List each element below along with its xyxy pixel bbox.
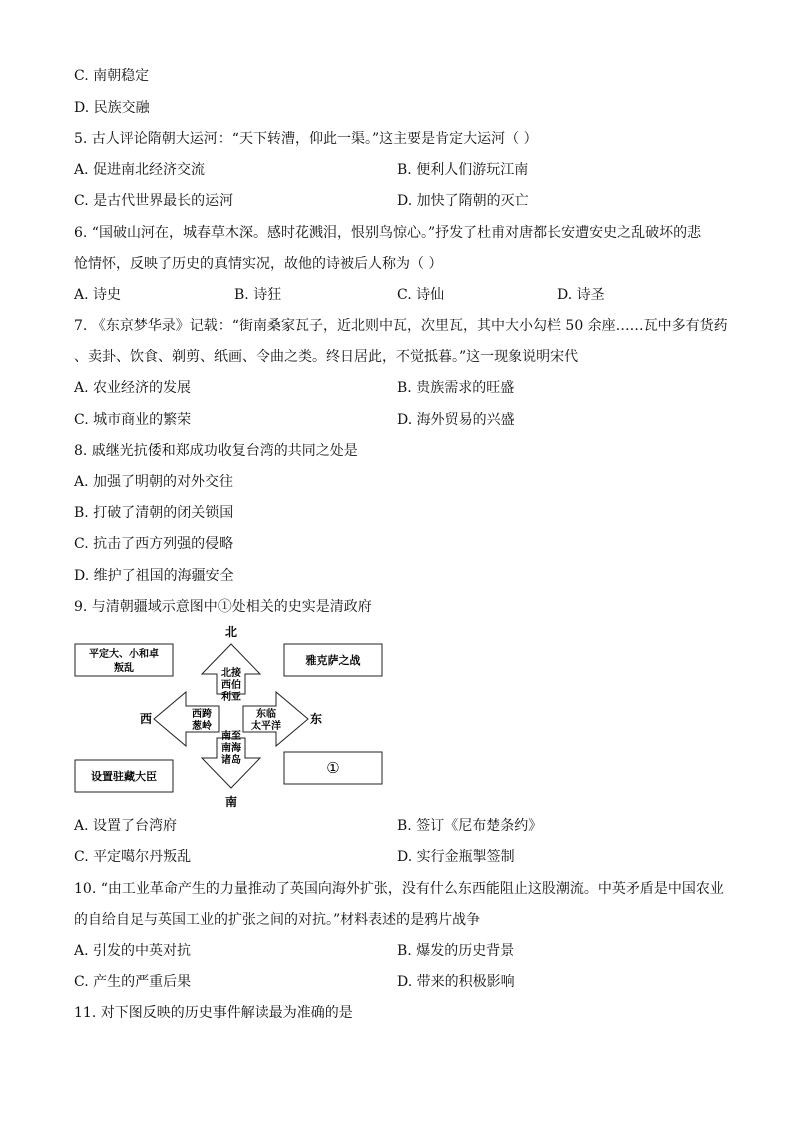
- box-bottom-right-marker: ①: [326, 759, 340, 777]
- direction-east: 东: [309, 712, 323, 726]
- question-10-line1: 10. “由工业革命产生的力量推动了英国向海外扩张，没有什么东西能阻止这股潮流。中英矛盾是中国农业: [74, 881, 724, 897]
- arrow-south-text-3: 诸岛: [221, 755, 241, 766]
- box-bottom-left-text: 设置驻藏大臣: [91, 770, 157, 783]
- q8-option-d: D. 维护了祖国的海疆安全: [74, 568, 234, 584]
- q10-option-d: D. 带来的积极影响: [397, 974, 515, 990]
- question-7-line2: 、卖卦、饮食、剃剪、纸画、令曲之类。终日居此，不觉抵暮。”这一现象说明宋代: [74, 349, 579, 365]
- q6-option-c: C. 诗仙: [397, 287, 445, 303]
- arrow-north-text-1: 北接: [221, 668, 241, 679]
- q6-option-d: D. 诗圣: [557, 287, 605, 303]
- q6-option-a: A. 诗史: [74, 287, 122, 303]
- q4-option-d: D. 民族交融: [74, 100, 150, 116]
- q7-option-a: A. 农业经济的发展: [74, 380, 192, 396]
- arrow-south-text-1: 南至: [221, 731, 241, 742]
- question-6-line2: 怆情怀，反映了历史的真情实况，故他的诗被后人称为（ ）: [74, 256, 443, 272]
- q9-option-d: D. 实行金瓶掣签制: [397, 849, 515, 865]
- arrow-north-text-3: 利亚: [221, 692, 241, 703]
- q5-option-a: A. 促进南北经济交流: [74, 162, 206, 178]
- direction-north: 北: [224, 625, 238, 639]
- q8-option-b: B. 打破了清朝的闭关锁国: [74, 505, 234, 521]
- question-7-line1: 7. 《东京梦华录》记载：“街南桑家瓦子，近北则中瓦，次里瓦，其中大小勾栏 50 余座……瓦中多有货药: [74, 318, 728, 334]
- q8-option-c: C. 抗击了西方列强的侵略: [74, 536, 234, 552]
- arrow-west-text-2: 葱岭: [192, 721, 212, 732]
- arrow-east-text-1: 东临: [256, 709, 276, 720]
- q5-option-d: D. 加快了隋朝的灭亡: [397, 193, 529, 209]
- arrow-east-text-2: 太平洋: [251, 721, 281, 732]
- q7-option-b: B. 贵族需求的旺盛: [397, 380, 515, 396]
- q7-option-c: C. 城市商业的繁荣: [74, 412, 192, 428]
- box-top-left-text-1: 平定大、小和卓: [89, 649, 159, 660]
- q6-option-b: B. 诗狂: [234, 287, 282, 303]
- box-top-left-text-2: 叛乱: [114, 663, 134, 674]
- question-11: 11. 对下图反映的历史事件解读最为准确的是: [74, 1005, 353, 1021]
- arrow-north-text-2: 西伯: [221, 680, 241, 691]
- arrow-south-text-2: 南海: [221, 743, 241, 754]
- q5-option-b: B. 便利人们游玩江南: [397, 162, 529, 178]
- question-10-line2: 的自给自足与英国工业的扩张之间的对抗。”材料表述的是鸦片战争: [74, 912, 481, 928]
- direction-west: 西: [139, 712, 153, 726]
- direction-south: 南: [224, 795, 238, 809]
- q7-option-d: D. 海外贸易的兴盛: [397, 412, 515, 428]
- question-6-line1: 6. “国破山河在，城春草木深。感时花溅泪，恨别鸟惊心。”抒发了杜甫对唐都长安遭安史之乱破坏的悲: [74, 225, 702, 241]
- q8-option-a: A. 加强了明朝的对外交往: [74, 474, 234, 490]
- question-5: 5. 古人评论隋朝大运河：“天下转漕，仰此一渠。”这主要是肯定大运河（ ）: [74, 131, 538, 147]
- question-9: 9. 与清朝疆域示意图中①处相关的史实是清政府: [74, 599, 372, 615]
- q9-option-a: A. 设置了台湾府: [74, 818, 178, 834]
- q5-option-c: C. 是古代世界最长的运河: [74, 193, 234, 209]
- q10-option-a: A. 引发的中英对抗: [74, 943, 192, 959]
- q10-option-c: C. 产生的严重后果: [74, 974, 192, 990]
- question-8: 8. 戚继光抗倭和郑成功收复台湾的共同之处是: [74, 443, 358, 459]
- q9-option-c: C. 平定噶尔丹叛乱: [74, 849, 192, 865]
- q9-option-b: B. 签订《尼布楚条约》: [397, 818, 543, 834]
- q10-option-b: B. 爆发的历史背景: [397, 943, 515, 959]
- box-top-right-text: 雅克萨之战: [305, 654, 361, 667]
- q4-option-c: C. 南朝稳定: [74, 68, 150, 84]
- arrow-west-text-1: 西跨: [192, 709, 212, 720]
- qing-territory-diagram: [74, 622, 394, 810]
